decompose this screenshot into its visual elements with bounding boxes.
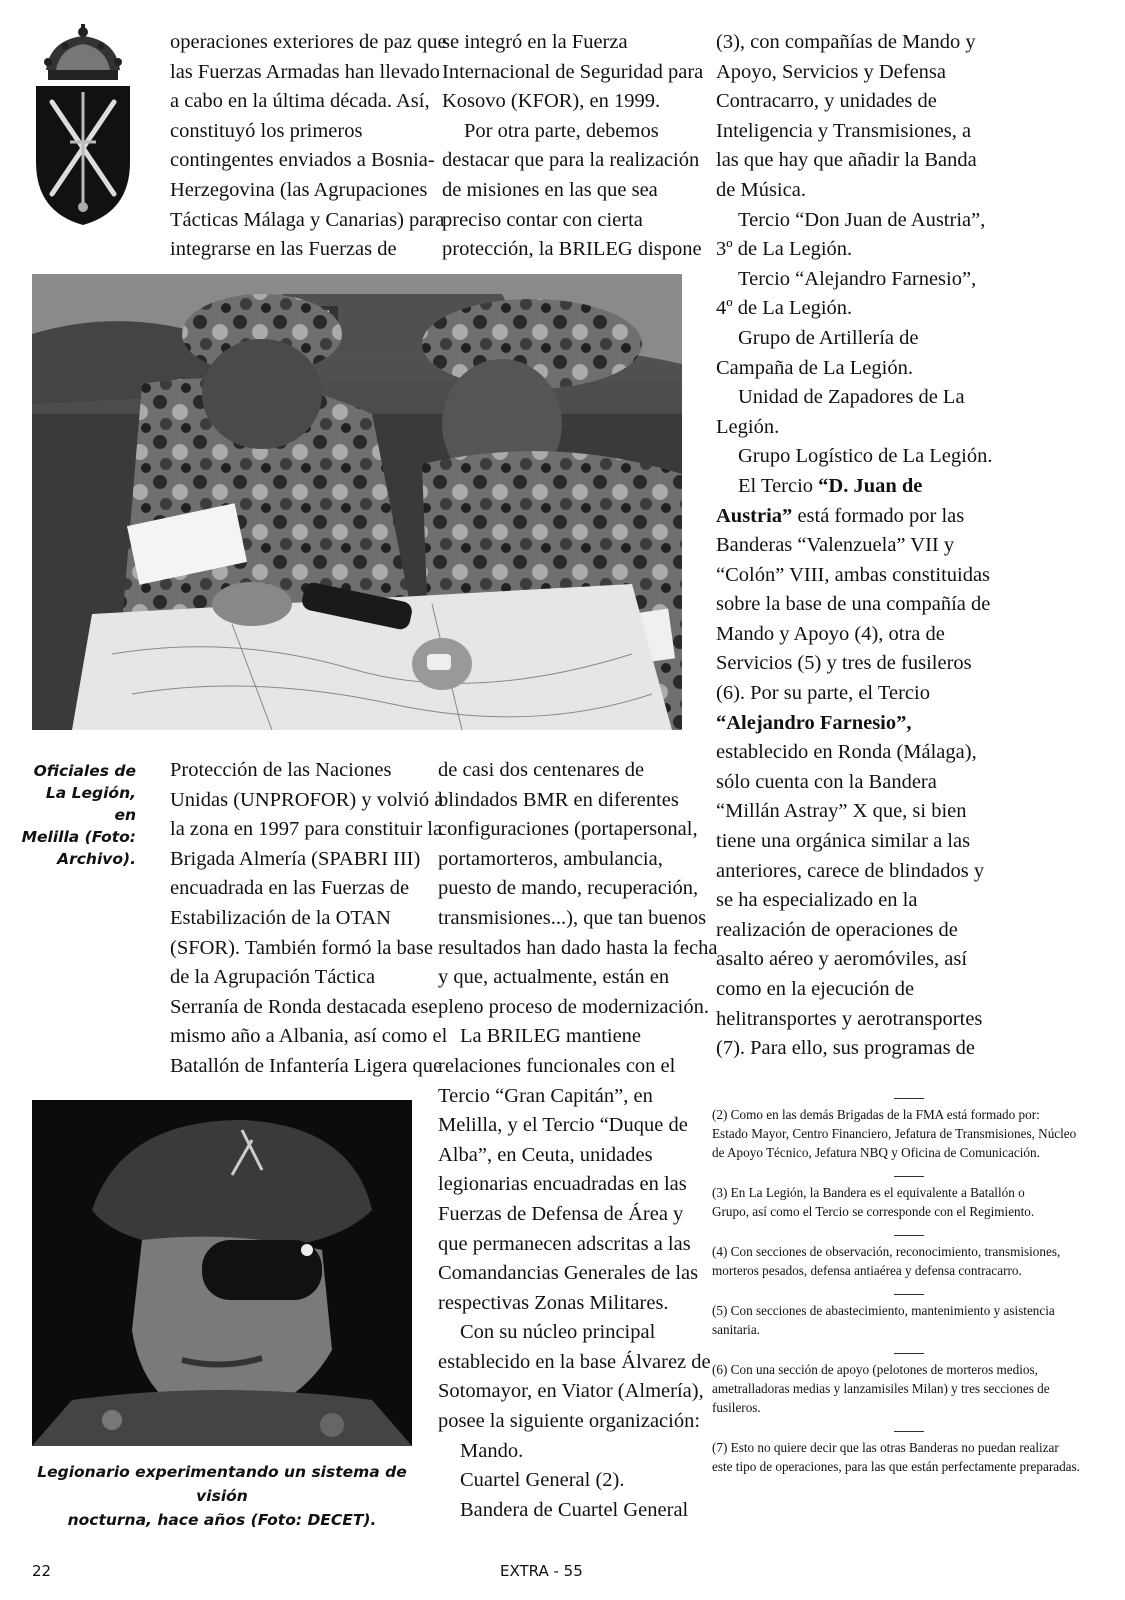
text-line: y que, actualmente, están en [438, 966, 670, 989]
text-line: de misiones en las que sea [442, 178, 658, 201]
footnote-6: (6) Con una sección de apoyo (pelotones de morteros medios, ametralladoras medias y lanzamisiles Milan) y tres secciones de fusileros. [712, 1362, 1050, 1415]
text-line: (SFOR). También formó la base [170, 936, 433, 959]
column-2-top [442, 28, 704, 265]
text-line: Por otra parte, debemos [464, 119, 659, 142]
footnotes [712, 1098, 1090, 1490]
text-line: Mando y Apoyo (4), otra de [716, 622, 945, 645]
text-line: establecido en la base Álvarez de [438, 1350, 711, 1373]
text-line: posee la siguiente organización: [438, 1410, 701, 1433]
text-line: Servicios (5) y tres de fusileros [716, 652, 972, 675]
text-line: Internacional de Seguridad para [442, 60, 704, 83]
text-line: relaciones funcionales con el [438, 1054, 676, 1077]
text-line: Protección de las Naciones [170, 759, 392, 781]
text-line: “Alejandro Farnesio”, [716, 711, 912, 734]
text-line: respectivas Zonas Militares. [438, 1291, 669, 1314]
footnote-separator [894, 1098, 924, 1099]
text-line: Alba”, en Ceuta, unidades [438, 1143, 653, 1166]
text-line: preciso contar con cierta [442, 208, 643, 231]
text-line: Tercio “Don Juan de Austria”, [738, 208, 986, 231]
photo-caption-officers [20, 760, 136, 870]
text-line: Fuerzas de Defensa de Área y [438, 1202, 684, 1225]
text-line: Brigada Almería (SPABRI III) [170, 847, 421, 870]
photo-night-vision-legionnaire [32, 1100, 412, 1446]
text-line: configuraciones (portapersonal, [438, 818, 698, 841]
text-line: 4º de La Legión. [716, 297, 853, 320]
text-line: blindados BMR en diferentes [438, 788, 679, 811]
text-line: (3), con compañías de Mando y [716, 31, 976, 53]
footnote-separator [894, 1431, 924, 1432]
text-line: Legión. [716, 415, 780, 438]
photo-officers-melilla [32, 274, 682, 730]
text-line: realización de operaciones de [716, 918, 958, 941]
caption-line: Oficiales de [33, 762, 136, 780]
footnote-4: (4) Con secciones de observación, reconocimiento, transmisiones, morteros pesados, defensa antiaérea y defensa contracarro. [712, 1244, 1061, 1278]
photo-caption-night-vision [22, 1460, 422, 1532]
page-number: 22 [32, 1562, 52, 1580]
footnote-7: (7) Esto no quiere decir que las otras Banderas no puedan realizar este tipo de operaciones, para las que están perfectamente preparadas. [712, 1440, 1080, 1474]
text-line: Campaña de La Legión. [716, 356, 913, 379]
text-line: transmisiones...), que tan buenos [438, 906, 707, 929]
text-line: la zona en 1997 para constituir la [170, 818, 443, 841]
text-line: anteriores, carece de blindados y [716, 859, 985, 882]
text-line: Estabilización de la OTAN [170, 906, 391, 929]
text-line: sólo cuenta con la Bandera [716, 770, 937, 793]
caption-line: La Legión, en [45, 784, 136, 824]
footnote-separator [894, 1176, 924, 1177]
text-line: Inteligencia y Transmisiones, a [716, 119, 972, 142]
text-line: Grupo Logístico de La Legión. [738, 445, 993, 468]
text-line: se ha especializado en la [716, 889, 918, 912]
column-2-bottom [438, 756, 718, 1525]
text-line: Tercio “Gran Capitán”, en [438, 1084, 653, 1107]
footnote-3: (3) En La Legión, la Bandera es el equivalente a Batallón o Grupo, así como el Tercio se corresponde con el Regimiento. [712, 1185, 1035, 1219]
text-line: Unidad de Zapadores de La [738, 386, 965, 409]
text-line: Banderas “Valenzuela” VII y [716, 534, 955, 557]
text-line: destacar que para la realización [442, 149, 700, 172]
text-line: El Tercio “D. Juan de [738, 474, 923, 497]
text-line: Kosovo (KFOR), en 1999. [442, 90, 661, 113]
text-line: Melilla, y el Tercio “Duque de [438, 1114, 688, 1137]
footnote-separator [894, 1235, 924, 1236]
text-line: resultados han dado hasta la fecha [438, 936, 718, 959]
text-line: Contracarro, y unidades de [716, 90, 937, 113]
footnote-5: (5) Con secciones de abastecimiento, mantenimiento y asistencia sanitaria. [712, 1303, 1055, 1337]
text-line: helitransportes y aerotransportes [716, 1007, 983, 1030]
text-line: integrarse en las Fuerzas de [170, 238, 397, 261]
text-line: contingentes enviados a Bosnia- [170, 149, 435, 172]
text-line: sobre la base de una compañía de [716, 593, 991, 616]
text-line: (6). Por su parte, el Tercio [716, 682, 930, 705]
text-line: 3º de La Legión. [716, 238, 853, 261]
text-line: Apoyo, Servicios y Defensa [716, 60, 947, 83]
text-line: las Fuerzas Armadas han llevado [170, 60, 440, 83]
caption-line: Legionario experimentando un sistema de visión [37, 1463, 407, 1505]
text-line: encuadrada en las Fuerzas de [170, 877, 410, 900]
text-line: de la Agrupación Táctica [170, 966, 376, 989]
text-line: operaciones exteriores de paz que [170, 31, 447, 53]
text-line: La BRILEG mantiene [460, 1025, 642, 1048]
text-line: tiene una orgánica similar a las [716, 830, 971, 853]
text-line: Bandera de Cuartel General [460, 1498, 689, 1521]
text-line: Serranía de Ronda destacada ese [170, 995, 438, 1018]
text-line: de Música. [716, 178, 806, 201]
text-line: Mando. [460, 1439, 524, 1462]
text-line: mismo año a Albania, así como el [170, 1025, 448, 1048]
text-line: establecido en Ronda (Málaga), [716, 741, 977, 764]
text-line: como en la ejecución de [716, 978, 915, 1000]
text-line: Austria” está formado por las [716, 504, 965, 527]
text-line: de casi dos centenares de [438, 759, 645, 781]
column-1-top [170, 28, 447, 265]
text-line: Sotomayor, en Viator (Almería), [438, 1380, 704, 1403]
text-line: (7). Para ello, sus programas de [716, 1037, 976, 1060]
text-line: constituyó los primeros [170, 119, 363, 142]
caption-line: Melilla (Foto: [21, 828, 136, 846]
column-1-bottom [170, 756, 448, 1082]
text-line: Comandancias Generales de las [438, 1262, 699, 1285]
text-line: “Millán Astray” X que, si bien [716, 800, 967, 823]
text-line: asalto aéreo y aeromóviles, así [716, 948, 968, 971]
footnote-separator [894, 1353, 924, 1354]
text-line: protección, la BRILEG dispone [442, 238, 702, 261]
text-line: Con su núcleo principal [460, 1321, 656, 1344]
text-line: Grupo de Artillería de [738, 326, 919, 349]
caption-line: Archivo). [57, 850, 136, 868]
text-line: Batallón de Infantería Ligera que [170, 1054, 443, 1077]
text-line: Unidas (UNPROFOR) y volvió a [170, 788, 444, 811]
text-line: legionarias encuadradas en las [438, 1173, 687, 1196]
text-line: Cuartel General (2). [460, 1469, 625, 1492]
text-line: las que hay que añadir la Banda [716, 149, 977, 172]
text-line: pleno proceso de modernización. [438, 995, 709, 1018]
footnote-separator [894, 1294, 924, 1295]
caption-line: nocturna, hace años (Foto: DECET). [67, 1511, 377, 1529]
publication-footer: EXTRA - 55 [500, 1562, 583, 1580]
text-line: puesto de mando, recuperación, [438, 877, 699, 900]
text-line: a cabo en la última década. Así, [170, 90, 430, 113]
text-line: Tácticas Málaga y Canarias) para [170, 208, 445, 231]
text-line: “Colón” VIII, ambas constituidas [716, 563, 991, 586]
column-3 [716, 28, 993, 1064]
text-line: que permanecen adscritas a las [438, 1232, 691, 1255]
text-line: portamorteros, ambulancia, [438, 847, 663, 870]
footnote-2: (2) Como en las demás Brigadas de la FMA está formado por: Estado Mayor, Centro Financiero, Jefatura de Transmisiones, Núcleo de Apoyo Técnico, Jefatura NBQ y Oficina de Comunicación. [712, 1107, 1077, 1160]
text-line: Tercio “Alejandro Farnesio”, [738, 267, 977, 290]
text-line: Herzegovina (las Agrupaciones [170, 178, 428, 201]
legion-emblem [28, 22, 138, 227]
text-line: se integró en la Fuerza [442, 31, 628, 53]
